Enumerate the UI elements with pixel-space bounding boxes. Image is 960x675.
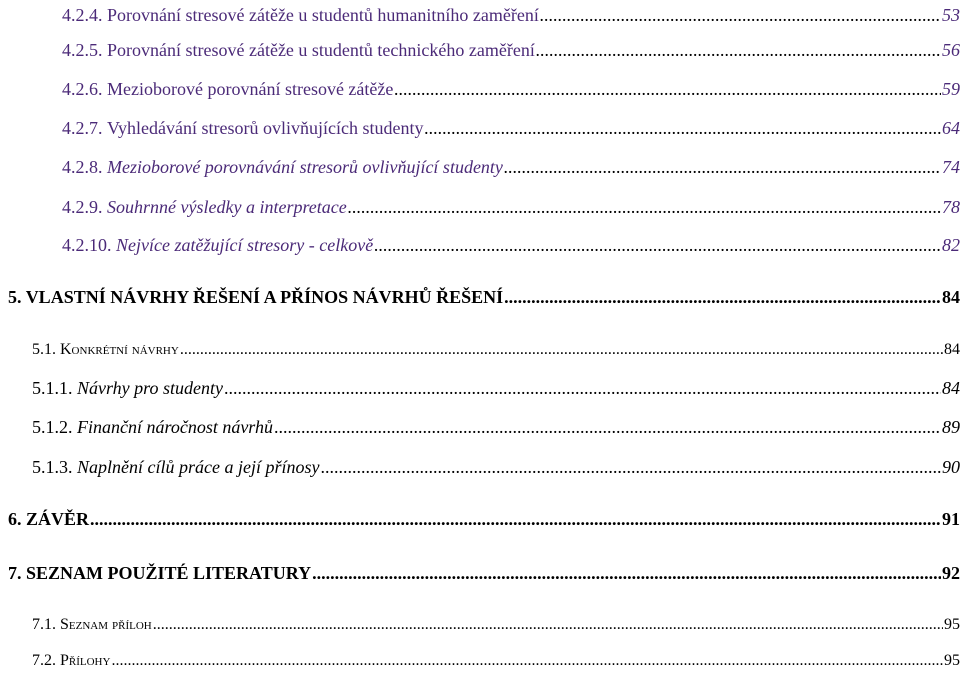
page-number: 64 [942,118,960,138]
toc-entry-5[interactable]: 5. VLASTNÍ NÁVRHY ŘEŠENÍ A PŘÍNOS NÁVRHŮ ŘEŠENÍ ..... 84 [8,288,960,306]
dot-leader [274,418,941,436]
toc-entry-5-1-2[interactable]: 5.1.2. Finanční náročnost návrhů ..... 89 [32,418,960,436]
page-number: 90 [942,457,960,477]
page-number: 78 [942,197,960,217]
page-number: 56 [942,40,960,60]
dot-leader [111,653,943,669]
page-number: 84 [944,341,960,358]
dot-leader [90,510,941,528]
dot-leader [504,158,941,176]
page-number: 84 [942,287,960,307]
dot-leader [424,119,941,137]
page-number: 82 [942,235,960,255]
page-number: 84 [942,378,960,398]
dot-leader [348,198,941,216]
dot-leader [320,458,941,476]
page-number: 92 [942,563,960,583]
toc-entry-4-2-10[interactable]: 4.2.10. Nejvíce zatěžující stresory - celkově ..... 82 [62,236,960,254]
dot-leader [224,379,941,397]
dot-leader [180,342,943,358]
page-number: 53 [942,5,960,25]
dot-leader [312,564,941,582]
page-number: 74 [942,157,960,177]
toc-entry-4-2-8[interactable]: 4.2.8. Mezioborové porovnávání stresorů ovlivňující studenty ..... 74 [62,158,960,176]
toc-entry-4-2-7[interactable]: 4.2.7. Vyhledávání stresorů ovlivňujících studenty ..... 64 [62,119,960,137]
toc-entry-6[interactable]: 6. ZÁVĚR ..... 91 [8,510,960,528]
toc-entry-7[interactable]: 7. SEZNAM POUŽITÉ LITERATURY ..... 92 [8,564,960,582]
page-number: 89 [942,417,960,437]
toc-entry-5-1-3[interactable]: 5.1.3. Naplnění cílů práce a její přínosy ..... 90 [32,458,960,476]
dot-leader [153,617,943,633]
toc-entry-4-2-6[interactable]: 4.2.6. Mezioborové porovnání stresové zátěže ..... 59 [62,80,960,98]
dot-leader [504,288,941,306]
toc-entry-7-1[interactable]: 7.1. Seznam příloh ..... 95 [32,617,960,633]
page-number: 91 [942,509,960,529]
dot-leader [536,41,941,59]
page-number: 59 [942,79,960,99]
toc-entry-5-1-1[interactable]: 5.1.1. Návrhy pro studenty ..... 84 [32,379,960,397]
page-number: 95 [944,616,960,633]
toc-entry-4-2-5[interactable]: 4.2.5. Porovnání stresové zátěže u studentů technického zaměření ..... 56 [62,41,960,59]
dot-leader [540,6,941,24]
toc-entry-4-2-9[interactable]: 4.2.9. Souhrnné výsledky a interpretace ..... 78 [62,198,960,216]
dot-leader [374,236,941,254]
toc-entry-4-2-4[interactable]: 4.2.4. Porovnání stresové zátěže u studentů humanitního zaměření ..... 53 [62,6,960,24]
toc-entry-7-2[interactable]: 7.2. Přílohy ..... 95 [32,653,960,669]
dot-leader [394,80,941,98]
toc-entry-5-1[interactable]: 5.1. Konkrétní návrhy ..... 84 [32,342,960,358]
page-number: 95 [944,652,960,669]
